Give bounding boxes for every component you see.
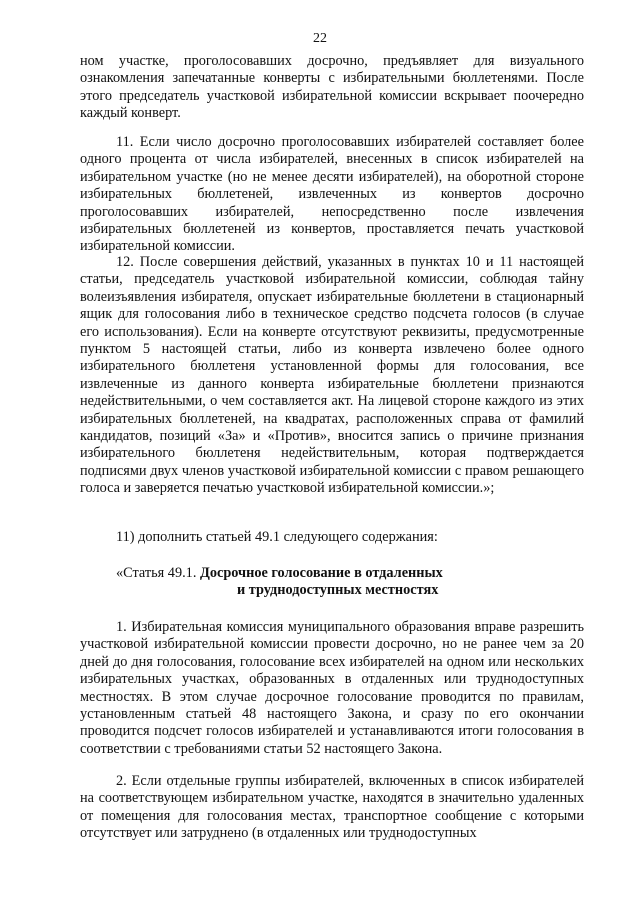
paragraph-text: 1. Избирательная комиссия муниципального образования вправе разрешить участковой избирательной комиссии провести досрочно, но не ранее чем за 20 дней до дня голосования, голосование всех избирателей на одном или нескольких избирательных участках, образованных в отдаленных или труднодоступных местностях. В этом случае досрочное голосование проводится по правилам, установленным статьей 48 настоящего Закона, и сразу по его окончании проводится подсчет голосов избирателей и устанавливаются итоги голосования в соответствии с требованиями статьи 52 настоящего Закона. xyxy=(80,619,584,757)
paragraph-text: ном участке, проголосовавших досрочно, предъявляет для визуального ознакомления запечатанные конверты с избирательными бюллетенями. После этого председатель участковой избирательной комиссии вскрывает поочередно каждый конверт. xyxy=(80,53,584,122)
amendment-text: 11) дополнить статьей 49.1 следующего содержания: xyxy=(116,529,438,545)
paragraph-text: 12. После совершения действий, указанных в пунктах 10 и 11 настоящей статьи, председатель участковой избирательной комиссии, соблюдая тайну волеизъявления избирателя, опускает избирательные бюллетени в стационарный ящик для голосования либо в техническое средство подсчета голосов (в случае его использования). Если на конверте отсутствуют реквизиты, предусмотренные пунктом 5 настоящей статьи, либо из конверта извлечено более одного избирательного бюллетеня установленной формы для голосования, все извлеченные из данного конверта избирательные бюллетени признаются недействительными, о чем составляется акт. На лицевой стороне каждого из этих избирательных бюллетеней, на квадратах, расположенных справа от фамилий кандидатов, позиций «За» и «Против», вносится запись о причине признания избирательного бюллетеня недействительным, которая подтверждается подписями двух членов участковой избирательной комиссии с правом решающего голоса и заверяется печатью участковой избирательной комиссии.»; xyxy=(80,254,584,497)
article-item-1 xyxy=(80,619,584,758)
amendment-clause xyxy=(80,529,584,546)
article-title xyxy=(80,565,584,600)
paragraph-text: 11. Если число досрочно проголосовавших избирателей составляет более одного процента от числа избирателей, внесенных в список избирателей на избирательном участке (но не менее десяти избирателей), на оборотной стороне избирательных бюллетеней, извлеченных из конвертов досрочно проголосовавших избирателей, непосредственно после извлечения избирательных бюллетеней из конвертов, проставляется печать участковой избирательной комиссии. xyxy=(80,134,584,255)
paragraph-item-12 xyxy=(80,254,584,498)
article-title-line2: и труднодоступных местностях xyxy=(237,582,439,599)
article-title-line1: Досрочное голосование в отдаленных xyxy=(199,565,443,581)
paragraph-continuation xyxy=(80,53,584,123)
paragraph-item-11 xyxy=(80,134,584,256)
page-number: 22 xyxy=(313,31,327,46)
article-item-2 xyxy=(80,773,584,843)
article-prefix: «Статья 49.1. xyxy=(116,565,200,581)
article-heading xyxy=(80,565,584,600)
paragraph-text: 2. Если отдельные группы избирателей, включенных в список избирателей на соответствующем избирательном участке, находятся в значительно удаленных от помещения для голосования местах, транспортное сообщение с которыми отсутствует или затруднено (в отдаленных или труднодоступных xyxy=(80,773,584,842)
